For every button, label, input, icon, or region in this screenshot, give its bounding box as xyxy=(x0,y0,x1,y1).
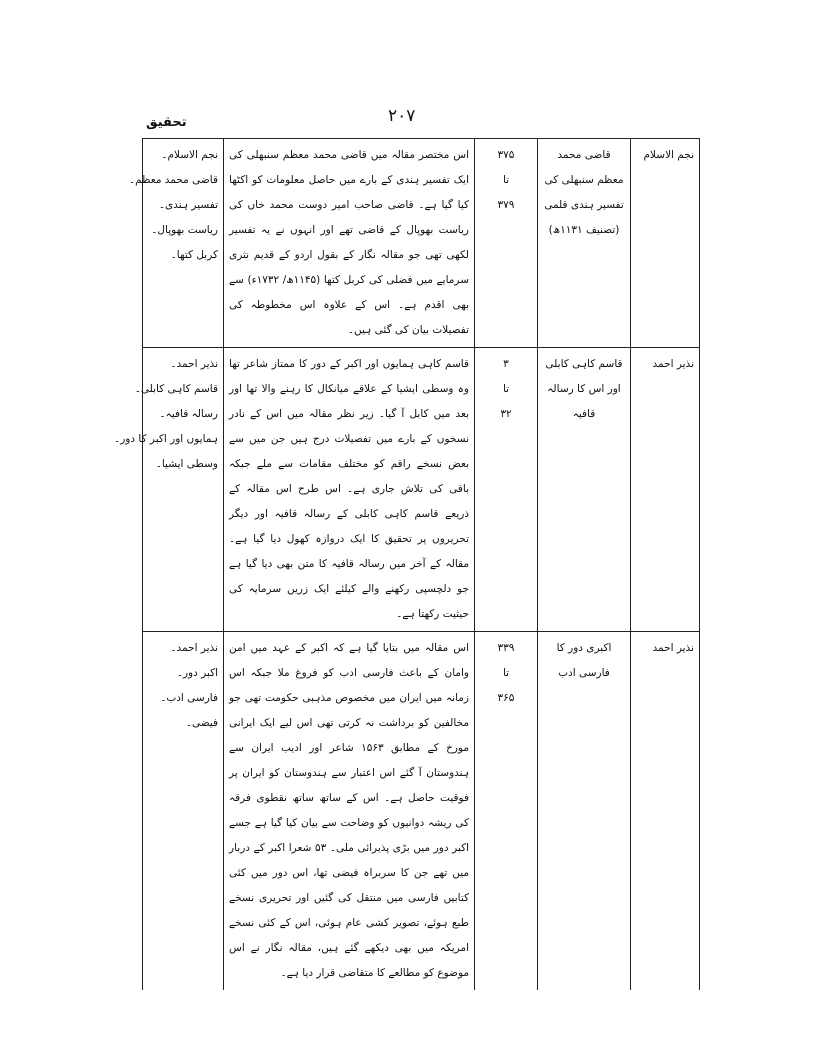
keyword: کربل کتھا۔ xyxy=(170,249,218,261)
page-range-part: تا xyxy=(502,174,510,186)
article-title-cell: اکبری دور کا فارسی ادب xyxy=(538,632,631,991)
keywords-cell xyxy=(129,139,224,348)
page-range-part: ۳ xyxy=(503,358,509,370)
index-table xyxy=(114,138,700,990)
keyword: وسطی ایشیا۔ xyxy=(155,458,218,470)
page-range-cell xyxy=(475,139,538,348)
table-row xyxy=(143,348,700,632)
page-number: ۲۰۷ xyxy=(388,106,416,126)
keywords-cell xyxy=(143,632,224,991)
page-range-part: ۳۷۹ xyxy=(497,199,515,211)
page-range-part: ۳۷۵ xyxy=(497,149,515,161)
keyword: نجم الاسلام۔ xyxy=(161,149,218,161)
keyword: اکبر دور۔ xyxy=(176,667,218,679)
article-title-cell: قاضی محمد معظم سنبھلی کی تفسیر ہندی قلمی (تصنیف ۱۱۳۱ھ) xyxy=(538,139,631,348)
page-range-part: ۳۲ xyxy=(500,408,512,420)
keyword: ریاست بھوپال۔ xyxy=(151,224,218,236)
keyword: قاسم کاہی کابلی۔ xyxy=(134,383,218,395)
page-range-part: تا xyxy=(502,667,510,679)
keyword: نذیر احمد۔ xyxy=(170,358,218,370)
page-range-part: تا xyxy=(502,383,510,395)
summary-cell: اس مقالہ میں بتایا گیا ہے کہ اکبر کے عہد میں امن وامان کے باعث فارسی ادب کو فروغ ملا جبکہ اس زمانہ میں ایران میں مخصوص مذہبی حکومت تھی جو مخالفین کو برداشت نہ کرتی تھی اس لیے ایک ایرانی مورخ کے مطابق ۱۵۶۳ شاعر اور ادیب ایران سے ہندوستان آ گئے اس اعتبار سے ہندوستان کو ایران پر فوقیت حاصل ہے۔ اس کے ساتھ ساتھ نقطوی فرقہ کی ریشہ دوانیوں کو وضاحت سے بیان کیا گیا ہے جسے اکبر دور میں بڑی پذیرائی ملی۔ ۵۳ شعرا اکبر کے دربار میں تھے جن کا سربراہ فیضی تھا، اس دور میں کئی کتابیں فارسی میں منتقل کی گئیں اور تحریری نسخے طبع ہوئے، تصویر کشی عام ہوئی، اس کے کئی نسخے امریکہ میں بھی دیکھے گئے ہیں، مقالہ نگار نے اس موضوع کو مطالعے کا متقاضی قرار دیا ہے۔ xyxy=(224,632,475,991)
page-range-cell xyxy=(475,348,538,632)
keyword: ہمایوں اور اکبر کا دور۔ xyxy=(114,433,218,445)
summary-cell: اس مختصر مقالہ میں قاضی محمد معظم سنبھلی کی ایک تفسیر ہندی کے بارے میں حاصل معلومات کو اکٹھا کیا گیا ہے۔ قاضی صاحب امیر دوست محمد خاں کی ریاست بھوپال کے قاضی تھے اور انہوں نے یہ تفسیر لکھی تھی جو مقالہ نگار کے بقول اردو کے قدیم نثری سرمایے میں فضلی کی کربل کتھا (۱۱۴۵ھ/ ۱۷۳۲ء) سے بھی اقدم ہے۔ اس کے علاوہ اس مخطوطہ کی تفصیلات بیان کی گئی ہیں۔ xyxy=(224,139,475,348)
keyword: قاضی محمد معظم۔ xyxy=(129,174,218,186)
keywords-cell xyxy=(114,348,224,632)
article-title-cell: قاسم کاہی کابلی اور اس کا رسالہ قافیہ xyxy=(538,348,631,632)
author-cell: نذیر احمد xyxy=(631,348,700,632)
table-row xyxy=(143,632,700,991)
keyword: رسالہ قافیہ۔ xyxy=(159,408,218,420)
author-cell: نجم الاسلام xyxy=(631,139,700,348)
page-range-part: ۳۶۵ xyxy=(497,692,515,704)
journal-title: تحقیق xyxy=(146,115,187,130)
table-row xyxy=(143,139,700,348)
page-range-cell xyxy=(475,632,538,991)
author-cell: نذیر احمد xyxy=(631,632,700,991)
summary-cell: قاسم کاہی ہمایوں اور اکبر کے دور کا ممتاز شاعر تھا وہ وسطی ایشیا کے علاقے میانکال کا رہنے والا تھا اور بعد میں کابل آ گیا۔ زیر نظر مقالہ میں اس کے نادر نسخوں کے بارے میں تفصیلات درج ہیں جن میں سے بعض نسخے راقم کو مختلف مقامات سے ملے جبکہ باقی کی تلاش جاری ہے۔ اس طرح اس مقالہ کے ذریعے قاسم کاہی کابلی کے رسالہ قافیہ اور دیگر تحریروں پر تحقیق کا ایک دروازہ کھول دیا گیا ہے۔ مقالہ کے آخر میں رسالہ قافیہ کا متن بھی دیا گیا ہے جو دلچسپی رکھنے والے کیلئے ایک زریں سرمایہ کی حیثیت رکھتا ہے۔ xyxy=(224,348,475,632)
keyword: نذیر احمد۔ xyxy=(170,642,218,654)
keyword: تفسیر ہندی۔ xyxy=(158,199,218,211)
keyword: فیضی۔ xyxy=(185,717,218,729)
page-range-part: ۳۳۹ xyxy=(497,642,515,654)
keyword: فارسی ادب۔ xyxy=(160,692,218,704)
index-table-body xyxy=(114,139,700,991)
